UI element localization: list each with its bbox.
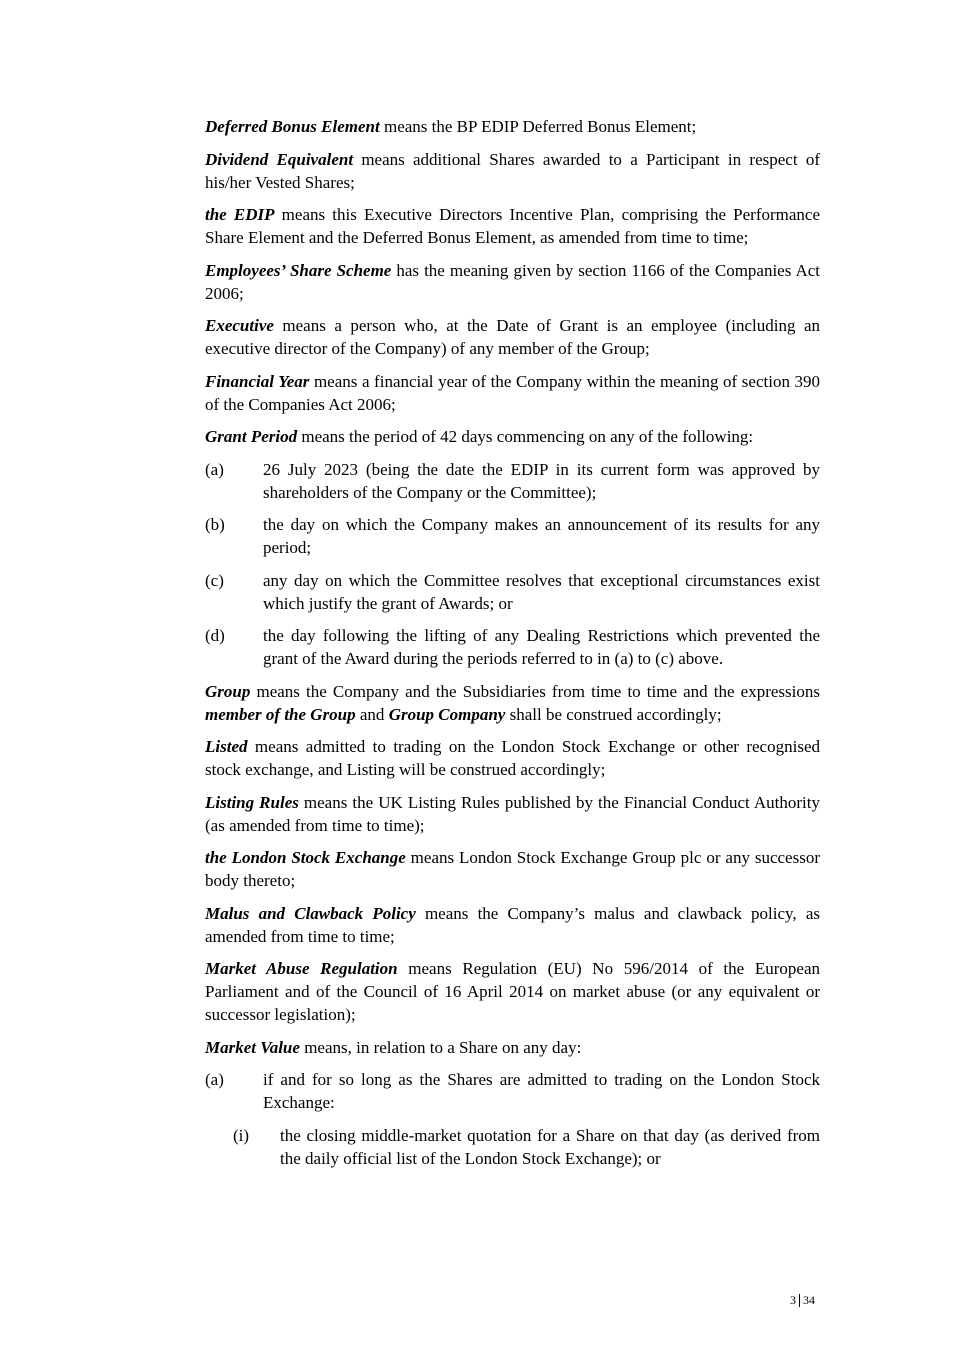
list-item-label: (b) [205,515,225,534]
list-item-label: (a) [205,459,224,479]
list-item-label: (c) [205,570,224,590]
definition-market-abuse-regulation [205,957,820,1026]
definition-malus-and-clawback-policy [205,902,820,948]
list-item [205,1068,820,1114]
definition-grant-period [205,425,820,448]
list-item-label: (d) [205,626,225,645]
definition-group [205,680,820,726]
defined-term: Listing Rules [205,792,299,812]
definition-text: shall be construed accordingly; [505,704,722,724]
page-number [790,1293,815,1308]
defined-term: Market Abuse Regulation [205,959,398,978]
defined-term: member of the Group [205,704,356,724]
sub-list-item-text: the closing middle-market quotation for a Share on that day (as derived from the daily official list of the London Stock Exchange); or [280,1125,820,1168]
list-item [205,513,820,559]
definition-text: means a financial year of the Company within the meaning of section 390 of the Companies Act 2006; [205,371,820,414]
definition-text: means the period of 42 days commencing on any of the following: [297,427,754,446]
list-item-text: any day on which the Committee resolves that exceptional circumstances exist which justify the grant of Awards; or [263,570,820,613]
definition-listed [205,735,820,781]
definition-executive [205,314,820,360]
definition-text: means this Executive Directors Incentive Plan, comprising the Performance Share Element and the Deferred Bonus Element, as amended from time to time; [205,205,821,247]
definition-market-value [205,1036,820,1059]
defined-term: Financial Year [205,371,310,391]
document-page [205,115,820,1179]
definition-text: means the UK Listing Rules published by the Financial Conduct Authority (as amended from time to time); [205,792,820,835]
definition-deferred-bonus-element [205,115,820,138]
definition-employees-share-scheme [205,259,820,305]
total-pages: 34 [803,1293,815,1307]
definition-financial-year [205,370,820,416]
defined-term: Employees’ Share Scheme [205,260,392,280]
definition-text: means admitted to trading on the London Stock Exchange or other recognised stock exchange, and Listing will be construed accordingly; [205,737,820,779]
list-item [205,624,820,670]
page-separator [799,1294,800,1307]
list-item [205,458,820,504]
list-item-label: (a) [205,1070,224,1089]
definition-text: means the Company and the Subsidiaries from time to time and the expressions [250,681,820,701]
definition-text: has the meaning given by section 1166 of the Companies Act 2006; [205,260,820,303]
defined-term: Deferred Bonus Element [205,117,380,136]
definition-text: means additional Shares awarded to a Participant in respect of his/her Vested Shares; [205,149,820,192]
definition-text: means, in relation to a Share on any day: [299,1037,582,1057]
defined-term: Dividend Equivalent [205,149,354,169]
definition-text: means London Stock Exchange Group plc or any successor body thereto; [205,848,820,890]
defined-term: Group Company [388,704,506,724]
definition-listing-rules [205,791,820,837]
definition-text: and [355,704,389,724]
definition-text: means the Company’s malus and clawback policy, as amended from time to time; [205,903,821,946]
definition-the-edip [205,203,820,249]
list-item-text: the day on which the Company makes an announcement of its results for any period; [263,515,820,557]
list-item [205,569,820,615]
defined-term: Market Value [205,1037,300,1057]
list-item-text: if and for so long as the Shares are admitted to trading on the London Stock Exchange: [263,1070,820,1112]
defined-term: the EDIP [205,205,275,224]
definition-text: means the BP EDIP Deferred Bonus Element; [379,117,697,136]
sub-list-item [233,1124,820,1170]
current-page: 3 [790,1293,796,1307]
definition-text: means Regulation (EU) No 596/2014 of the European Parliament and of the Council of 16 April 2014 on market abuse (or any equivalent or successor legislation); [205,959,821,1024]
defined-term: Group [205,681,251,701]
definition-dividend-equivalent [205,148,820,194]
sub-list-item-label: (i) [233,1125,250,1145]
list-item-text: 26 July 2023 (being the date the EDIP in its current form was approved by shareholders of the Company or the Committee); [263,459,820,502]
defined-term: the London Stock Exchange [205,848,406,867]
list-item-text: the day following the lifting of any Dealing Restrictions which prevented the grant of the Award during the periods referred to in (a) to (c) above. [263,626,820,668]
defined-term: Grant Period [205,427,298,446]
defined-term: Malus and Clawback Policy [205,903,416,923]
defined-term: Listed [205,737,248,756]
defined-term: Executive [205,316,274,335]
definition-london-stock-exchange [205,846,820,892]
definition-text: means a person who, at the Date of Grant is an employee (including an executive director of the Company) of any member of the Group; [205,316,820,358]
